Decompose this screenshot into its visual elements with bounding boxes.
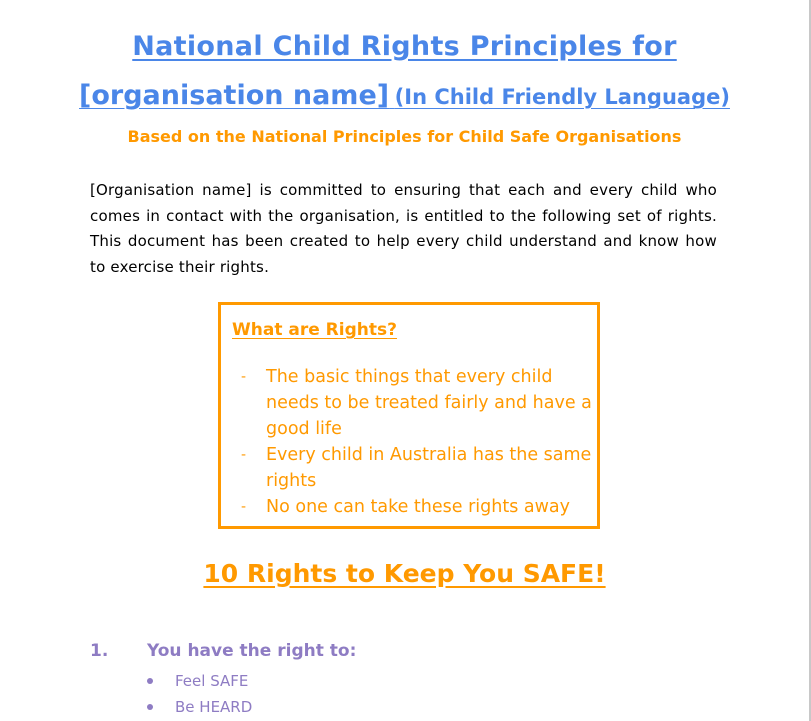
child-friendly-note: (In Child Friendly Language) xyxy=(394,85,730,109)
dash-marker-icon: - xyxy=(241,447,247,463)
list-item xyxy=(241,364,596,442)
rights-definition-list xyxy=(241,364,596,520)
what-are-rights-box xyxy=(218,302,600,529)
list-item-text: No one can take these rights away xyxy=(266,497,570,517)
item-number: 1. xyxy=(90,641,109,661)
section-heading: 10 Rights to Keep You SAFE! xyxy=(203,559,606,588)
list-item xyxy=(147,668,252,694)
list-item xyxy=(241,442,596,494)
right-sub-list xyxy=(147,668,252,720)
page-subtitle: Based on the National Principles for Child Safe Organisations xyxy=(127,127,682,146)
dash-marker-icon: - xyxy=(241,369,247,385)
bullet-icon xyxy=(147,704,153,710)
bullet-icon xyxy=(147,678,153,684)
list-item-text: Be HEARD xyxy=(175,698,253,716)
intro-paragraph: [Organisation name] is committed to ensuring that each and every child who comes in contact with the organisation, is entitled to the following set of rights. This document has been created to help every child understand and know how to exercise their rights. xyxy=(90,181,717,277)
list-item-text: Feel SAFE xyxy=(175,672,249,690)
list-item-text: Every child in Australia has the same rights xyxy=(266,445,592,491)
page-title-line1: National Child Rights Principles for xyxy=(132,31,677,62)
item-label: You have the right to: xyxy=(147,641,357,661)
dash-marker-icon: - xyxy=(241,499,247,515)
list-item xyxy=(241,494,596,520)
organisation-name-placeholder: [organisation name] xyxy=(79,80,390,111)
list-item xyxy=(147,694,252,720)
rights-box-title: What are Rights? xyxy=(232,320,397,340)
list-item-text: The basic things that every child needs to be treated fairly and have a good life xyxy=(266,367,592,439)
page-title-line2 xyxy=(0,80,809,111)
